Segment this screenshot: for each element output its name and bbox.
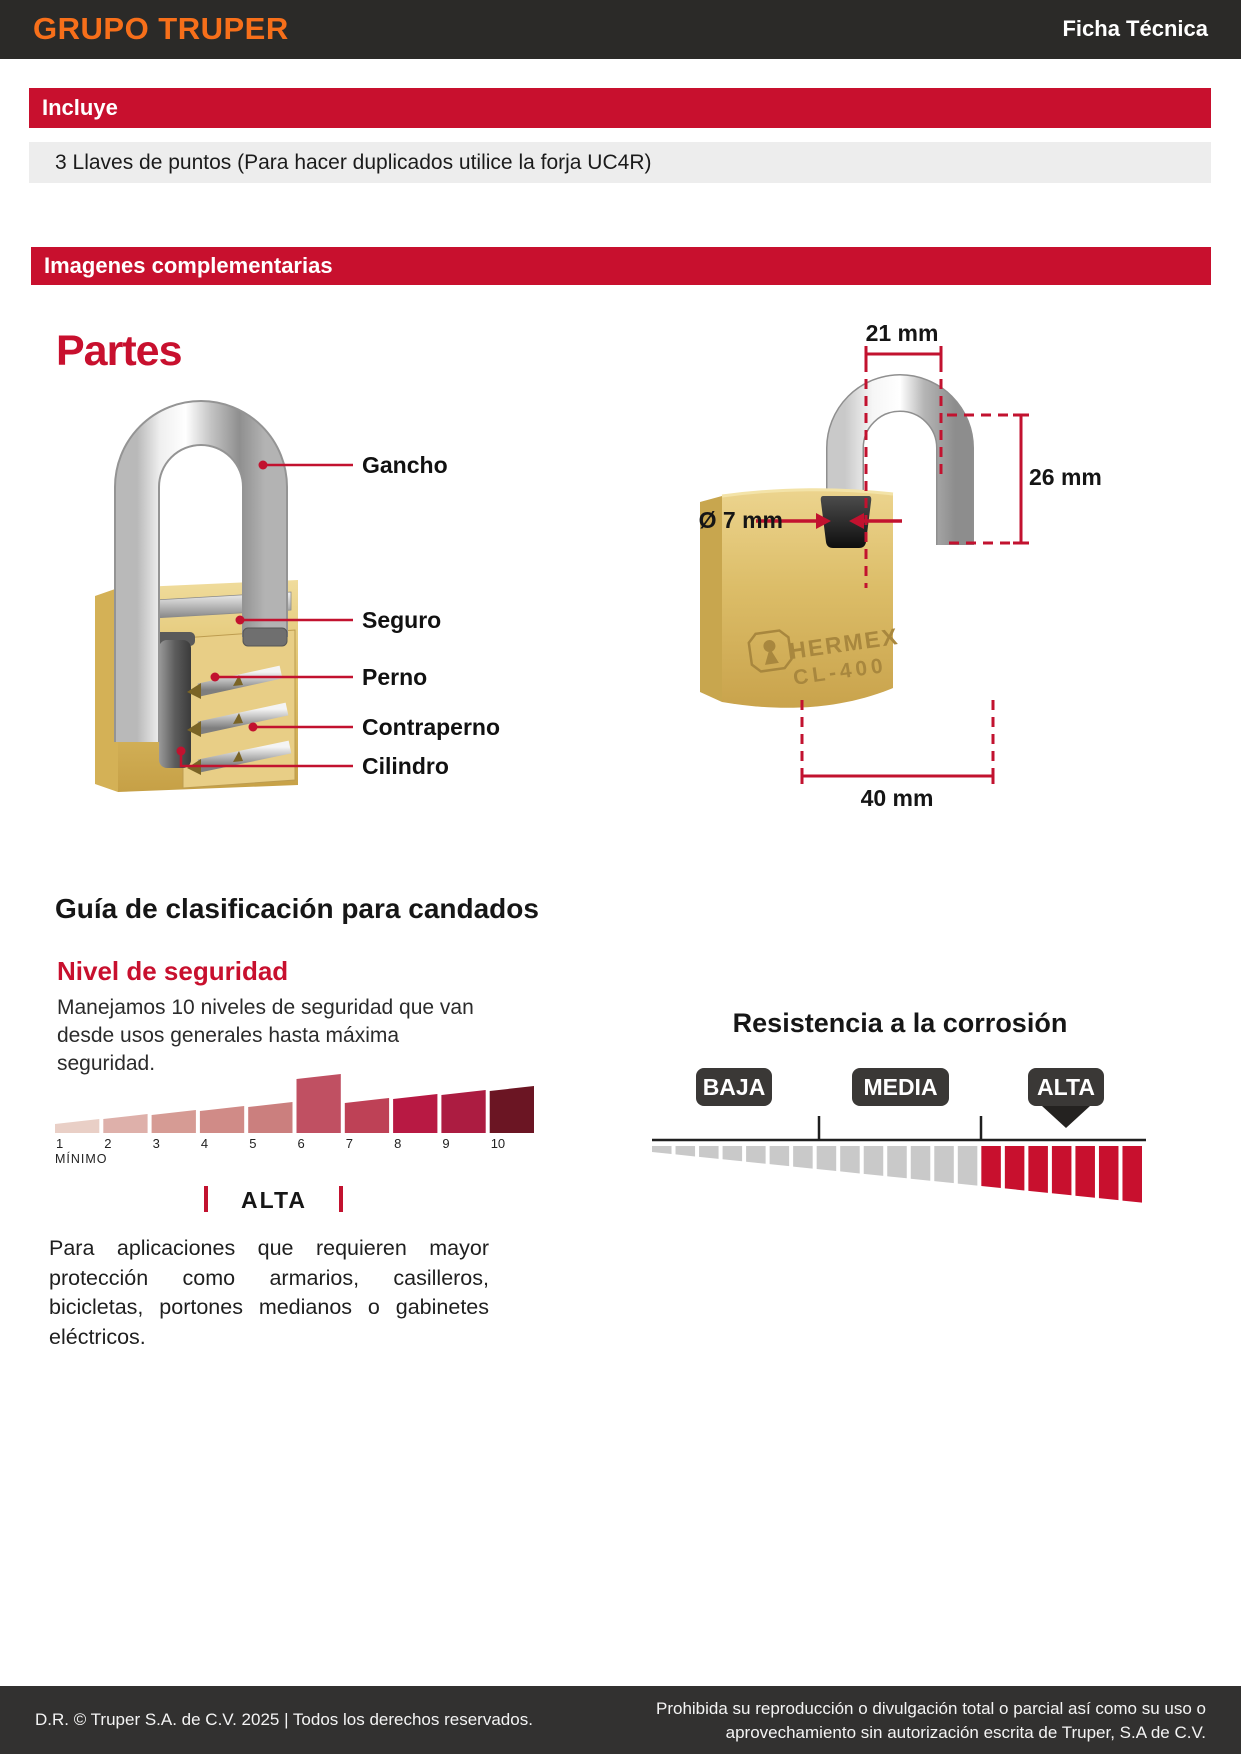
corrosion-segment-8 xyxy=(817,1146,837,1171)
security-tick-8: 8 xyxy=(394,1136,402,1151)
corrosion-segment-2 xyxy=(676,1146,696,1156)
security-level-description: Manejamos 10 niveles de seguridad que van desde usos generales hasta máxima seguridad. xyxy=(57,996,474,1075)
document-type-title: Ficha Técnica xyxy=(1062,16,1208,41)
section-header-incluye xyxy=(29,88,1211,128)
security-bar-4 xyxy=(200,1106,244,1133)
alta-range-label: ALTA xyxy=(241,1187,307,1213)
corrosion-segment-21 xyxy=(1122,1146,1142,1203)
corrosion-segment-5 xyxy=(746,1146,766,1164)
grupo-truper-logo: GRUPO TRUPER xyxy=(33,11,289,46)
corrosion-segment-4 xyxy=(723,1146,743,1161)
imagenes-title: Imagenes complementarias xyxy=(44,253,333,278)
model-text: CL-400 xyxy=(791,653,889,690)
dimension-annotations xyxy=(620,280,1080,820)
legal-line-2: aprovechamiento sin autorización escrita de Truper, S.A de C.V. xyxy=(725,1723,1206,1742)
security-tick-6: 6 xyxy=(297,1136,305,1151)
corrosion-wedge xyxy=(652,1146,1142,1203)
padlock-parts-illustration xyxy=(85,390,365,802)
legal-line-1: Prohibida su reproducción o divulgación total o parcial así como su uso o xyxy=(656,1699,1206,1718)
corrosion-segment-20 xyxy=(1099,1146,1119,1200)
corrosion-segment-16 xyxy=(1005,1146,1025,1190)
security-bar-8 xyxy=(393,1094,437,1133)
security-tick-10: 10 xyxy=(490,1136,506,1151)
security-tick-5: 5 xyxy=(249,1136,257,1151)
dimension-arrowheads xyxy=(816,513,864,529)
label-perno: Perno xyxy=(362,664,428,690)
security-tick-2: 2 xyxy=(104,1136,112,1151)
minimo-label: MÍNIMO xyxy=(55,1152,108,1166)
security-bar-5 xyxy=(248,1102,292,1133)
badge-media: MEDIA xyxy=(852,1068,949,1106)
brand-text: HERMEX xyxy=(787,622,901,665)
shackle-tip-ferrule xyxy=(243,628,287,646)
legal-text xyxy=(656,1697,1206,1745)
label-seguro: Seguro xyxy=(362,607,442,633)
corrosion-segment-11 xyxy=(887,1146,907,1178)
security-tick-9: 9 xyxy=(442,1136,450,1151)
security-note: Para aplicaciones que requieren mayor protección como armarios, casilleros, bicicletas, portones medianos o gabinetes eléctricos. xyxy=(49,1236,489,1349)
cylinder xyxy=(159,640,191,768)
incluye-item-text: 3 Llaves de puntos (Para hacer duplicados utilice la forja UC4R) xyxy=(55,150,652,174)
corrosion-segment-1 xyxy=(652,1146,672,1154)
security-tick-7: 7 xyxy=(345,1136,354,1151)
corrosion-segment-9 xyxy=(840,1146,860,1173)
security-level-chart xyxy=(48,1070,588,1170)
header-bar xyxy=(0,0,1241,59)
security-bar-7 xyxy=(345,1098,389,1133)
label-cilindro: Cilindro xyxy=(362,753,449,779)
dim-21mm: 21 mm xyxy=(865,320,939,346)
corrosion-segment-12 xyxy=(911,1146,931,1181)
badge-alta: ALTA xyxy=(1028,1068,1104,1106)
corrosion-segment-14 xyxy=(958,1146,978,1186)
dim-7mm: Ø 7 mm xyxy=(698,507,783,533)
security-tick-3: 3 xyxy=(152,1136,160,1151)
corrosion-segment-15 xyxy=(981,1146,1001,1188)
security-tick-1: 1 xyxy=(56,1136,64,1151)
security-bar-1 xyxy=(55,1119,99,1133)
security-bar-6 xyxy=(297,1074,341,1133)
label-gancho: Gancho xyxy=(362,452,448,478)
dim-40mm: 40 mm xyxy=(860,785,934,811)
alta-pointer-arrow-icon xyxy=(1042,1106,1090,1128)
security-level-heading: Nivel de seguridad xyxy=(57,956,289,986)
badge-baja: BAJA xyxy=(696,1068,772,1106)
corrosion-segment-10 xyxy=(864,1146,884,1176)
corrosion-segment-18 xyxy=(1052,1146,1072,1195)
corrosion-segment-6 xyxy=(770,1146,790,1166)
security-bar-9 xyxy=(441,1090,485,1133)
footer-bar xyxy=(0,1686,1241,1754)
label-contraperno: Contraperno xyxy=(362,714,500,740)
corrosion-segment-7 xyxy=(793,1146,813,1169)
corrosion-scale xyxy=(640,1100,1160,1210)
corrosion-segment-19 xyxy=(1075,1146,1095,1198)
corrosion-segment-17 xyxy=(1028,1146,1048,1193)
security-tick-4: 4 xyxy=(200,1136,209,1151)
copyright-text: D.R. © Truper S.A. de C.V. 2025 | Todos los derechos reservados. xyxy=(35,1710,533,1729)
corrosion-segment-3 xyxy=(699,1146,719,1159)
corrosion-heading: Resistencia a la corrosión xyxy=(732,1008,1068,1038)
corrosion-segment-13 xyxy=(934,1146,954,1183)
security-bar-3 xyxy=(152,1110,196,1133)
partes-title: Partes xyxy=(56,327,182,375)
guide-title: Guía de clasificación para candados xyxy=(55,893,539,924)
dim-26mm: 26 mm xyxy=(1029,464,1102,490)
incluye-item-row xyxy=(29,142,1211,183)
alta-range-tick-right xyxy=(339,1186,343,1212)
security-bar-2 xyxy=(103,1114,147,1133)
incluye-title: Incluye xyxy=(42,95,118,120)
alta-range-tick-left xyxy=(204,1186,208,1212)
security-bar-10 xyxy=(490,1086,534,1133)
